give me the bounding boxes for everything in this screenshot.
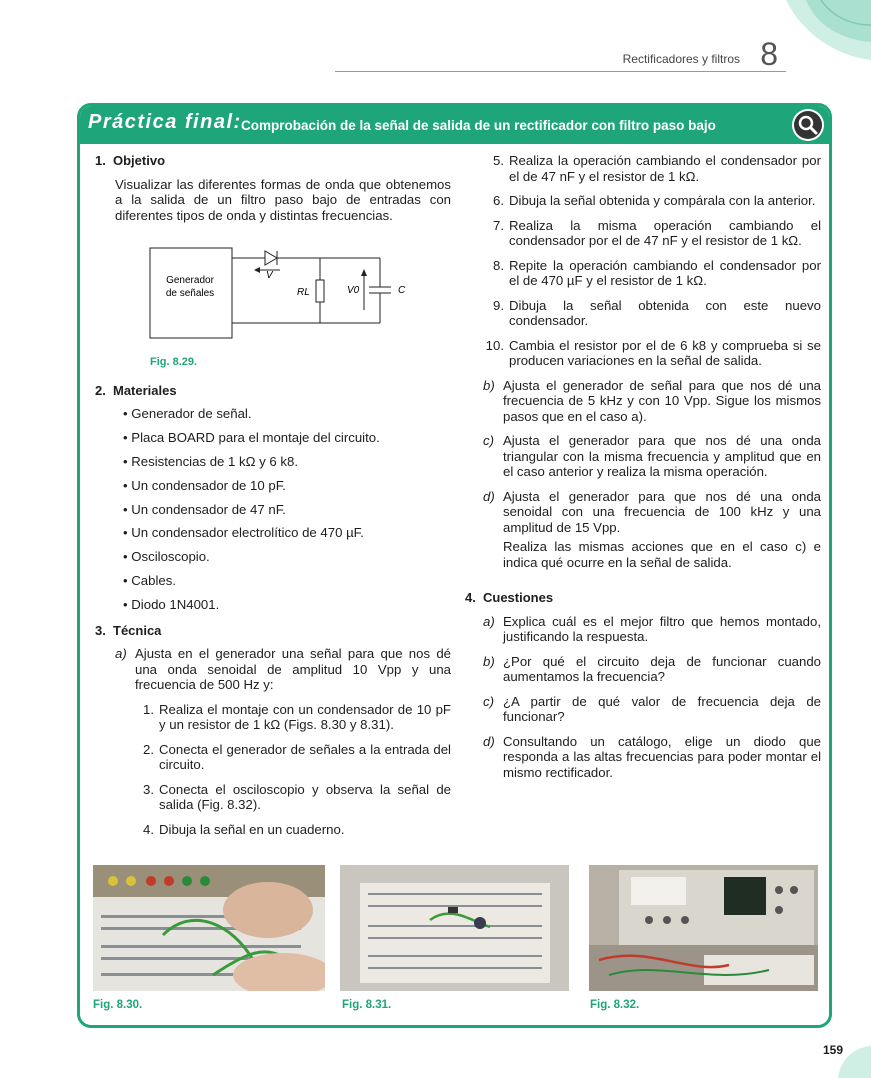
left-column: [95, 153, 451, 846]
step-item: 3. Conecta el osciloscopio y observa la señal de salida (Fig. 8.32).: [143, 781, 451, 813]
title-banner: [80, 106, 829, 144]
voltage-label: V0: [347, 285, 360, 296]
corner-decoration: [838, 1036, 871, 1078]
list-item: • Un condensador electrolítico de 470 µF.: [123, 525, 451, 541]
step-item: 4. Dibuja la señal en un cuaderno.: [143, 821, 345, 837]
banner-title: Práctica final:: [88, 111, 242, 133]
oscilloscope-photo: [589, 865, 818, 991]
tecnica-item-c: c) Ajusta el generador para que nos dé una onda triangular con la misma frecuencia y amplitud que en el caso anterior y realiza la misma operación.: [483, 433, 821, 479]
objetivo-text: Visualizar las diferentes formas de onda que obtenemos a la salida de un filtro paso bajo de entradas con diferentes tipos de onda y distintas frecuencias.: [115, 176, 451, 223]
capacitor-label: C: [398, 285, 406, 296]
step-item: 10. Cambia el resistor por el de 6 k8 y comprueba si se producen variaciones en la señal de salida.: [485, 337, 821, 368]
question-item: c) ¿A partir de qué valor de frecuencia deja de funcionar?: [483, 693, 821, 724]
tecnica-steps-right: [465, 153, 821, 369]
step-item: 5. Realiza la operación cambiando el condensador por el de 47 nF y el resistor de 1 kΩ.: [493, 153, 821, 184]
section-title: Rectificadores y filtros: [622, 52, 740, 66]
tecnica-item-d-extra: Realiza las mismas acciones que en el caso c) e indica qué ocurre en la señal de salida.: [503, 539, 821, 570]
question-item: b) ¿Por qué el circuito deja de funcionar cuando aumentamos la frecuencia?: [483, 653, 821, 684]
magnifier-icon: [791, 108, 825, 142]
tecnica-item-d: d) Ajusta el generador para que nos dé una onda senoidal con una frecuencia de 100 kHz y una amplitud de 15 Vpp.: [483, 488, 821, 535]
tecnica-item-b: b) Ajusta el generador de señal para que nos dé una frecuencia de 5 kHz y con 10 Vpp. Sigue los mismos pasos que en el caso a).: [483, 377, 821, 424]
list-item: • Cables.: [123, 573, 451, 589]
tecnica-item-a: a) Ajusta en el generador una señal para que nos dé una onda senoidal de amplitud 10 Vpp y una frecuencia de 500 Hz y:: [115, 646, 451, 693]
generator-label-2: de señales: [165, 288, 215, 299]
chapter-number: 8: [760, 36, 778, 72]
step-item: 9. Dibuja la señal obtenida con este nuevo condensador.: [493, 297, 821, 328]
step-item: 6. Dibuja la señal obtenida y compárala con la anterior.: [493, 193, 816, 208]
step-item: 1. Realiza el montaje con un condensador de 10 pF y un resistor de 1 kΩ (Figs. 8.30 y 8.31).: [143, 701, 451, 733]
step-item: 7. Realiza la misma operación cambiando el condensador por el de 47 nF y el resistor de 1 kΩ.: [493, 217, 821, 248]
cuestiones-list: [465, 614, 821, 781]
resistor-label: RL: [297, 287, 310, 298]
diode-symbol: [265, 251, 277, 265]
banner-subtitle: Comprobación de la señal de salida de un rectificador con filtro paso bajo: [241, 118, 716, 133]
circuit-diagram: [140, 238, 440, 353]
step-item: 8. Repite la operación cambiando el condensador por el de 470 µF y el resistor de 1 kΩ.: [493, 257, 821, 288]
step-item: 2. Conecta el generador de señales a la entrada del circuito.: [143, 741, 451, 773]
list-item: • Resistencias de 1 kΩ y 6 k8.: [123, 454, 451, 470]
figure-caption-32: Fig. 8.32.: [590, 999, 640, 1011]
list-item: • Placa BOARD para el montaje del circuito.: [123, 430, 451, 446]
right-column: [465, 153, 821, 789]
list-item: • Un condensador de 47 nF.: [123, 502, 451, 518]
list-item: • Osciloscopio.: [123, 549, 451, 565]
question-item: a) Explica cuál es el mejor filtro que hemos montado, justificando la respuesta.: [483, 613, 821, 644]
breadboard-circuit-photo: [340, 865, 569, 991]
generator-label-1: Generador: [166, 275, 214, 286]
list-item: • Generador de señal.: [123, 406, 451, 422]
section-heading-tecnica: 3. Técnica: [95, 622, 162, 638]
figure-caption-30: Fig. 8.30.: [93, 999, 143, 1011]
question-item: d) Consultando un catálogo, elige un diodo que responda a las altas frecuencias para poder montar el mismo rectificador.: [483, 733, 821, 780]
running-header: [335, 36, 786, 72]
tecnica-steps-left: [95, 702, 451, 838]
circuit-schematic: [140, 238, 440, 353]
list-item: • Diodo 1N4001.: [123, 597, 451, 613]
page-number: 159: [823, 1043, 844, 1057]
materials-list: [95, 406, 451, 613]
section-heading-objetivo: 1. Objetivo: [95, 153, 166, 168]
tecnica-items-bcd: [465, 378, 821, 571]
diode-label: V: [266, 270, 273, 281]
figure-caption-31: Fig. 8.31.: [342, 999, 392, 1011]
section-heading-cuestiones: 4. Cuestiones: [465, 590, 554, 605]
section-heading-materiales: 2. Materiales: [95, 382, 177, 398]
figure-caption-29: Fig. 8.29.: [150, 356, 198, 368]
list-item: • Un condensador de 10 pF.: [123, 478, 451, 494]
practice-frame: [77, 103, 832, 1028]
breadboard-hands-photo: [93, 865, 325, 991]
resistor-symbol: [316, 280, 324, 302]
